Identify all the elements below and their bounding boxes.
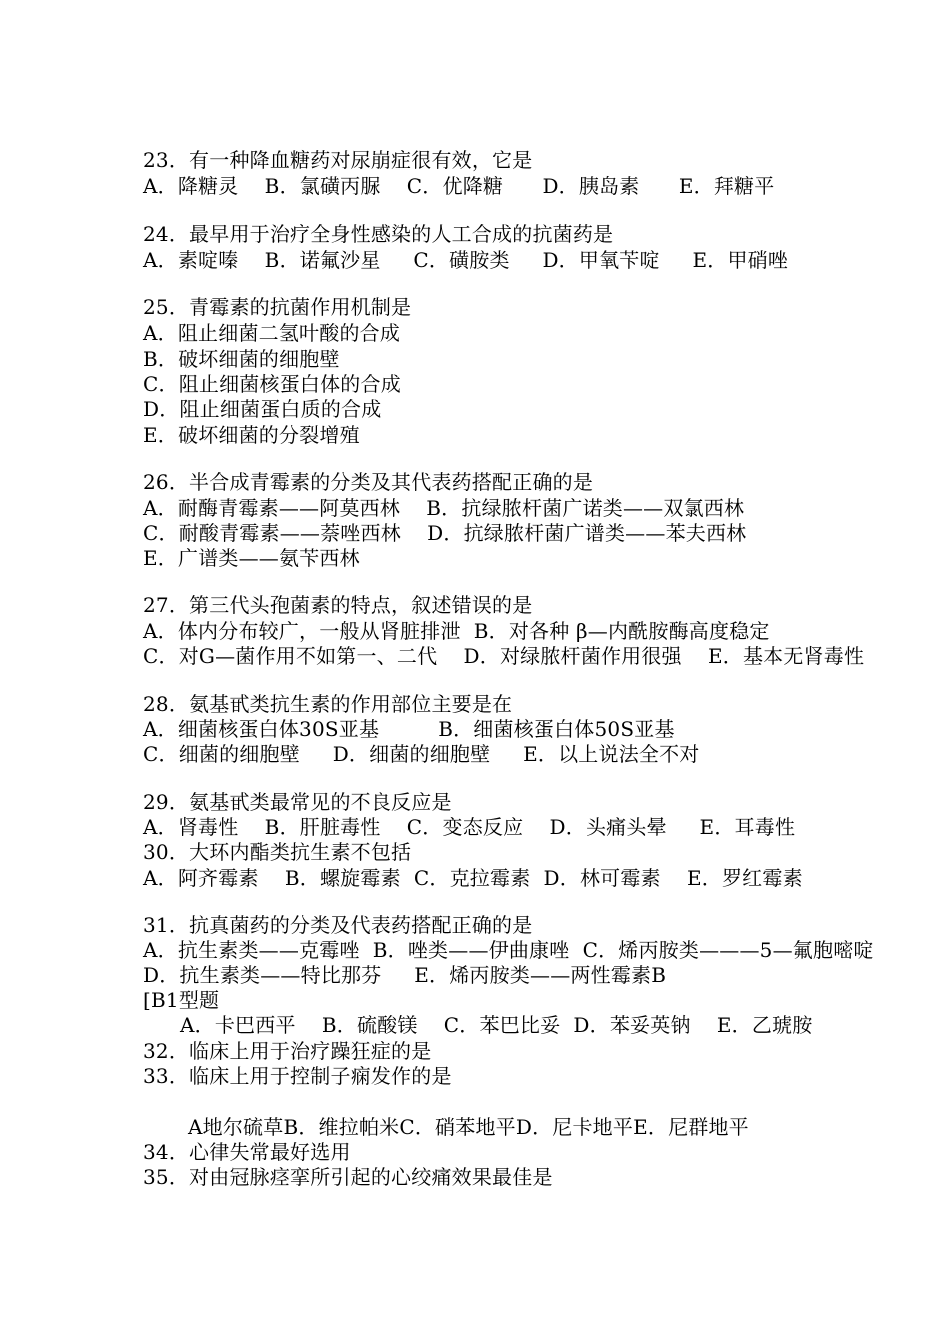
question-26-options-cd: C．耐酸青霉素——萘唑西林 D．抗绿脓杆菌广谱类——苯夫西林 (143, 521, 747, 545)
question-31-options-abc: A．抗生素类——克霉唑 B．唑类——伊曲康唑 C．烯丙胺类———5—氟胞嘧啶 (143, 938, 874, 962)
question-34-stem: 34．心律失常最好选用 (143, 1140, 351, 1164)
question-26-options-ab: A．耐酶青霉素——阿莫西林 B．抗绿脓杆菌广诺类——双氯西林 (143, 496, 745, 520)
section-heading-b1: [B1型题 (143, 988, 220, 1012)
question-29-stem: 29．氨基甙类最常见的不良反应是 (143, 790, 452, 814)
question-28-options-cde: C．细菌的细胞壁 D．细菌的细胞壁 E．以上说法全不对 (143, 742, 700, 766)
question-27-options-cde: C．对G—菌作用不如第一、二代 D．对绿脓杆菌作用很强 E．基本无肾毒性 (143, 644, 865, 668)
question-31-stem: 31．抗真菌药的分类及代表药搭配正确的是 (143, 913, 533, 937)
question-27-options-ab: A．体内分布较广，一般从肾脏排泄 B．对各种 β—内酰胺酶高度稳定 (143, 619, 770, 643)
question-28-stem: 28．氨基甙类抗生素的作用部位主要是在 (143, 692, 513, 716)
shared-options-34-35: A地尔硫草B．维拉帕米C．硝苯地平D．尼卡地平E．尼群地平 (188, 1115, 749, 1139)
question-26-stem: 26．半合成青霉素的分类及其代表药搭配正确的是 (143, 470, 594, 494)
question-25-option-d: D．阻止细菌蛋白质的合成 (143, 397, 382, 421)
question-30-options: A．阿齐霉素 B．螺旋霉素 C．克拉霉素 D．林可霉素 E．罗红霉素 (143, 866, 803, 890)
question-33-stem: 33．临床上用于控制子痫发作的是 (143, 1064, 452, 1088)
question-32-stem: 32．临床上用于治疗躁狂症的是 (143, 1039, 432, 1063)
question-24-options: A．素啶嗪 B．诺氟沙星 C．磺胺类 D．甲氧苄啶 E．甲硝唑 (143, 248, 789, 272)
question-28-options-ab: A．细菌核蛋白体30S亚基 B．细菌核蛋白体50S亚基 (143, 717, 675, 741)
shared-options-32-33: A．卡巴西平 B．硫酸镁 C．苯巴比妥 D．苯妥英钠 E．乙琥胺 (180, 1013, 813, 1037)
question-27-stem: 27．第三代头孢菌素的特点，叙述错误的是 (143, 593, 533, 617)
question-23-options: A．降糖灵 B．氯磺丙脲 C．优降糖 D．胰岛素 E．拜糖平 (143, 174, 775, 198)
question-24-stem: 24．最早用于治疗全身性感染的人工合成的抗菌药是 (143, 222, 614, 246)
question-30-stem: 30．大环内酯类抗生素不包括 (143, 840, 412, 864)
question-25-option-c: C．阻止细菌核蛋白体的合成 (143, 372, 401, 396)
question-25-option-e: E．破坏细菌的分裂增殖 (143, 423, 360, 447)
question-25-stem: 25．青霉素的抗菌作用机制是 (143, 295, 412, 319)
question-25-option-b: B．破坏细菌的细胞壁 (143, 347, 340, 371)
question-25-option-a: A．阻止细菌二氢叶酸的合成 (143, 321, 401, 345)
question-26-option-e: E．广谱类——氨苄西林 (143, 546, 360, 570)
question-31-options-de: D．抗生素类——特比那芬 E．烯丙胺类——两性霉素B (143, 963, 667, 987)
question-29-options: A．肾毒性 B．肝脏毒性 C．变态反应 D．头痛头晕 E．耳毒性 (143, 815, 796, 839)
question-35-stem: 35．对由冠脉痉挛所引起的心绞痛效果最佳是 (143, 1165, 553, 1189)
question-23-stem: 23．有一种降血糖药对尿崩症很有效，它是 (143, 148, 533, 172)
